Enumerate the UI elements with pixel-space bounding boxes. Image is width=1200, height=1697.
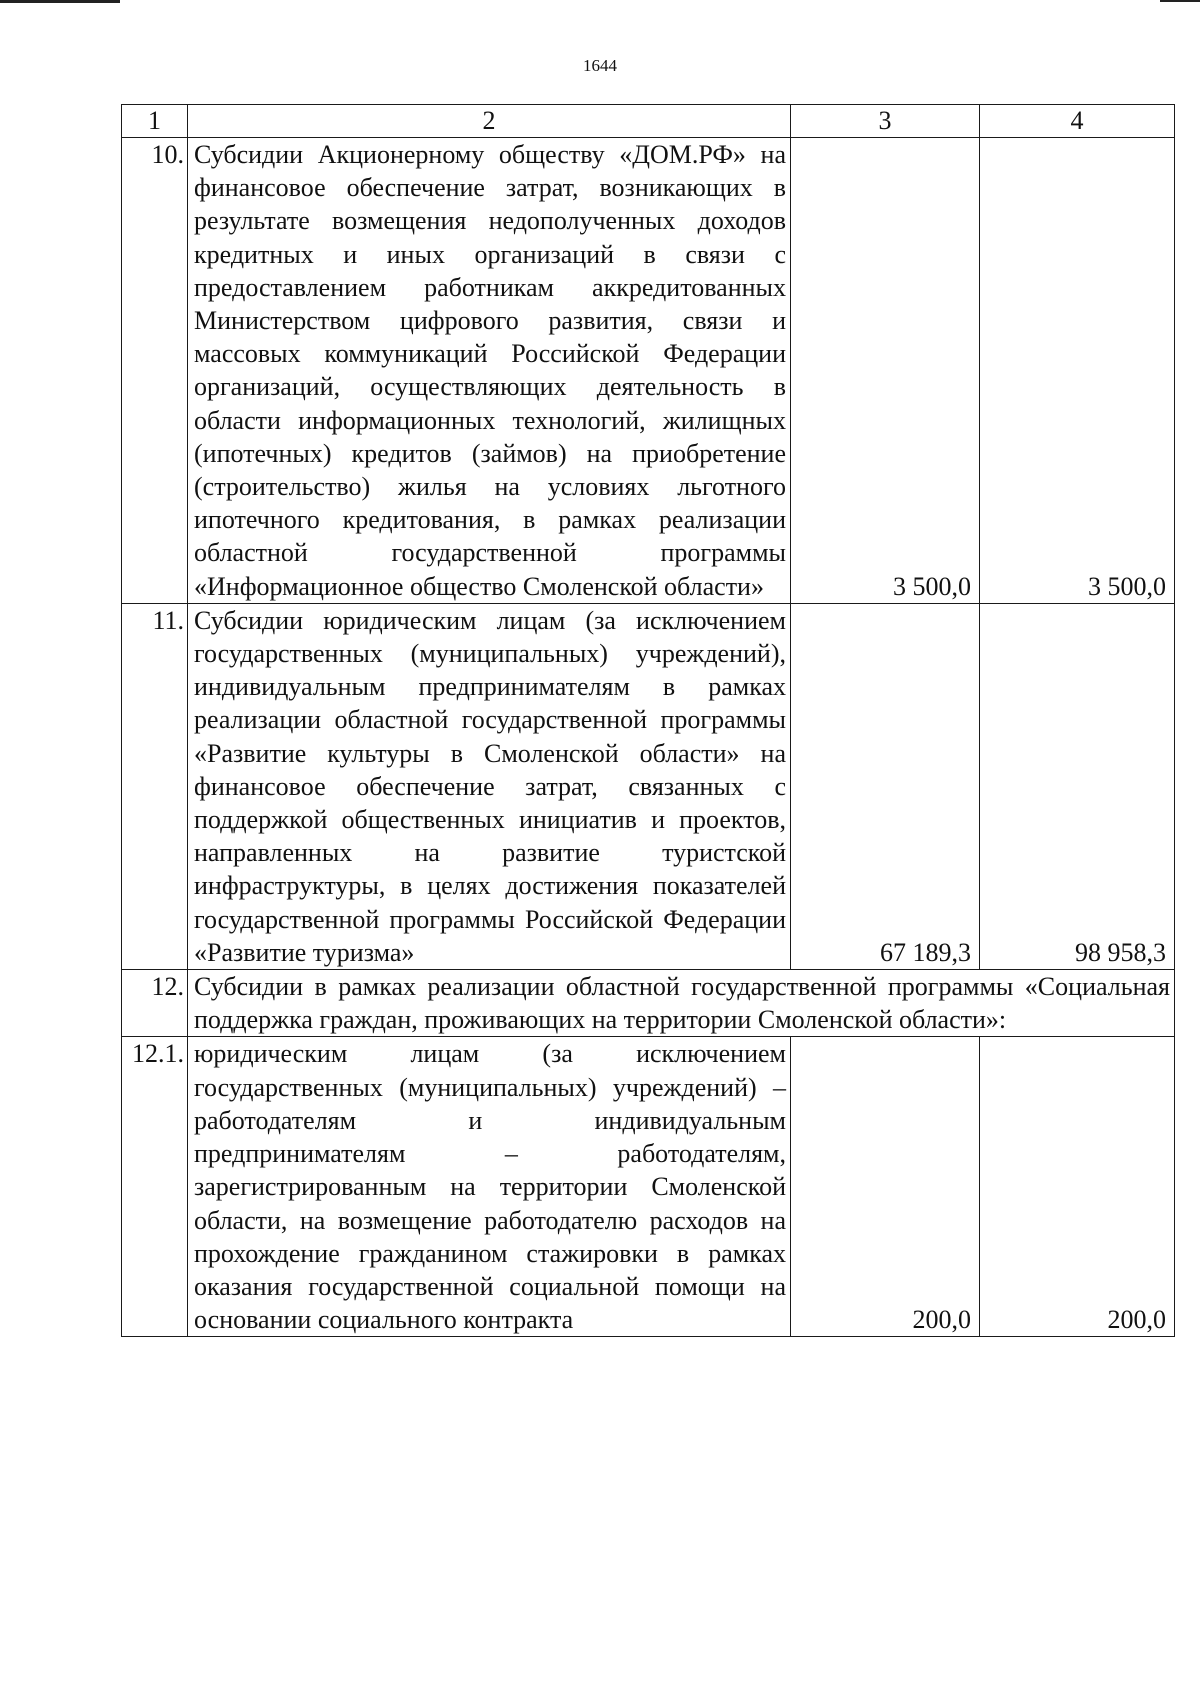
header-col-4: 4 <box>980 105 1175 138</box>
table-row <box>122 970 1175 1037</box>
header-col-3: 3 <box>791 105 980 138</box>
row-description: Субсидии Акционерному обществу «ДОМ.РФ» на финансовое обеспечение затрат, возникающих в результате возмещения недополученных доходов кредитных и иных организаций в связи с предоставлением работникам аккредитованных Министерством цифрового развития, связи и массовых коммуникаций Российской Федерации организаций, осуществляющих деятельность в области информационных технологий, жилищных (ипотечных) кредитов (займов) на приобретение (строительство) жилья на условиях льготного ипотечного кредитования, в рамках реализации областной государственной программы «Информационное общество Смоленской области» <box>188 138 791 604</box>
row-amount-col3: 200,0 <box>791 1037 980 1337</box>
row-amount-col3: 3 500,0 <box>791 138 980 604</box>
row-amount-col3: 67 189,3 <box>791 603 980 969</box>
row-number: 12. <box>122 970 188 1037</box>
row-amount-col4: 3 500,0 <box>980 138 1175 604</box>
row-number: 12.1. <box>122 1037 188 1337</box>
page-number: 1644 <box>583 56 617 75</box>
row-description: Субсидии в рамках реализации областной государственной программы «Социальная поддержка граждан, проживающих на территории Смоленской области»: <box>188 970 1175 1037</box>
row-amount-col4: 98 958,3 <box>980 603 1175 969</box>
table-row <box>122 1037 1175 1337</box>
table-row <box>122 138 1175 604</box>
table-row <box>122 603 1175 969</box>
row-amount-col4: 200,0 <box>980 1037 1175 1337</box>
row-description: юридическим лицам (за исключением государственных (муниципальных) учреждений) – работодателям и индивидуальным предпринимателям – работодателям, зарегистрированным на территории Смоленской области, на возмещение работодателю расходов на прохождение гражданином стажировки в рамках оказания государственной социальной помощи на основании социального контракта <box>188 1037 791 1337</box>
row-description: Субсидии юридическим лицам (за исключением государственных (муниципальных) учреждений), индивидуальным предпринимателям в рамках реализации областной государственной программы «Развитие культуры в Смоленской области» на финансовое обеспечение затрат, связанных с поддержкой общественных инициатив и проектов, направленных на развитие туристской инфраструктуры, в целях достижения показателей государственной программы Российской Федерации «Развитие туризма» <box>188 603 791 969</box>
scan-edge-mark <box>1160 0 1200 2</box>
header-col-2: 2 <box>188 105 791 138</box>
table-header-row <box>122 105 1175 138</box>
budget-table <box>121 104 1175 1337</box>
scan-edge-mark <box>0 0 120 3</box>
row-number: 11. <box>122 603 188 969</box>
header-col-1: 1 <box>122 105 188 138</box>
row-number: 10. <box>122 138 188 604</box>
